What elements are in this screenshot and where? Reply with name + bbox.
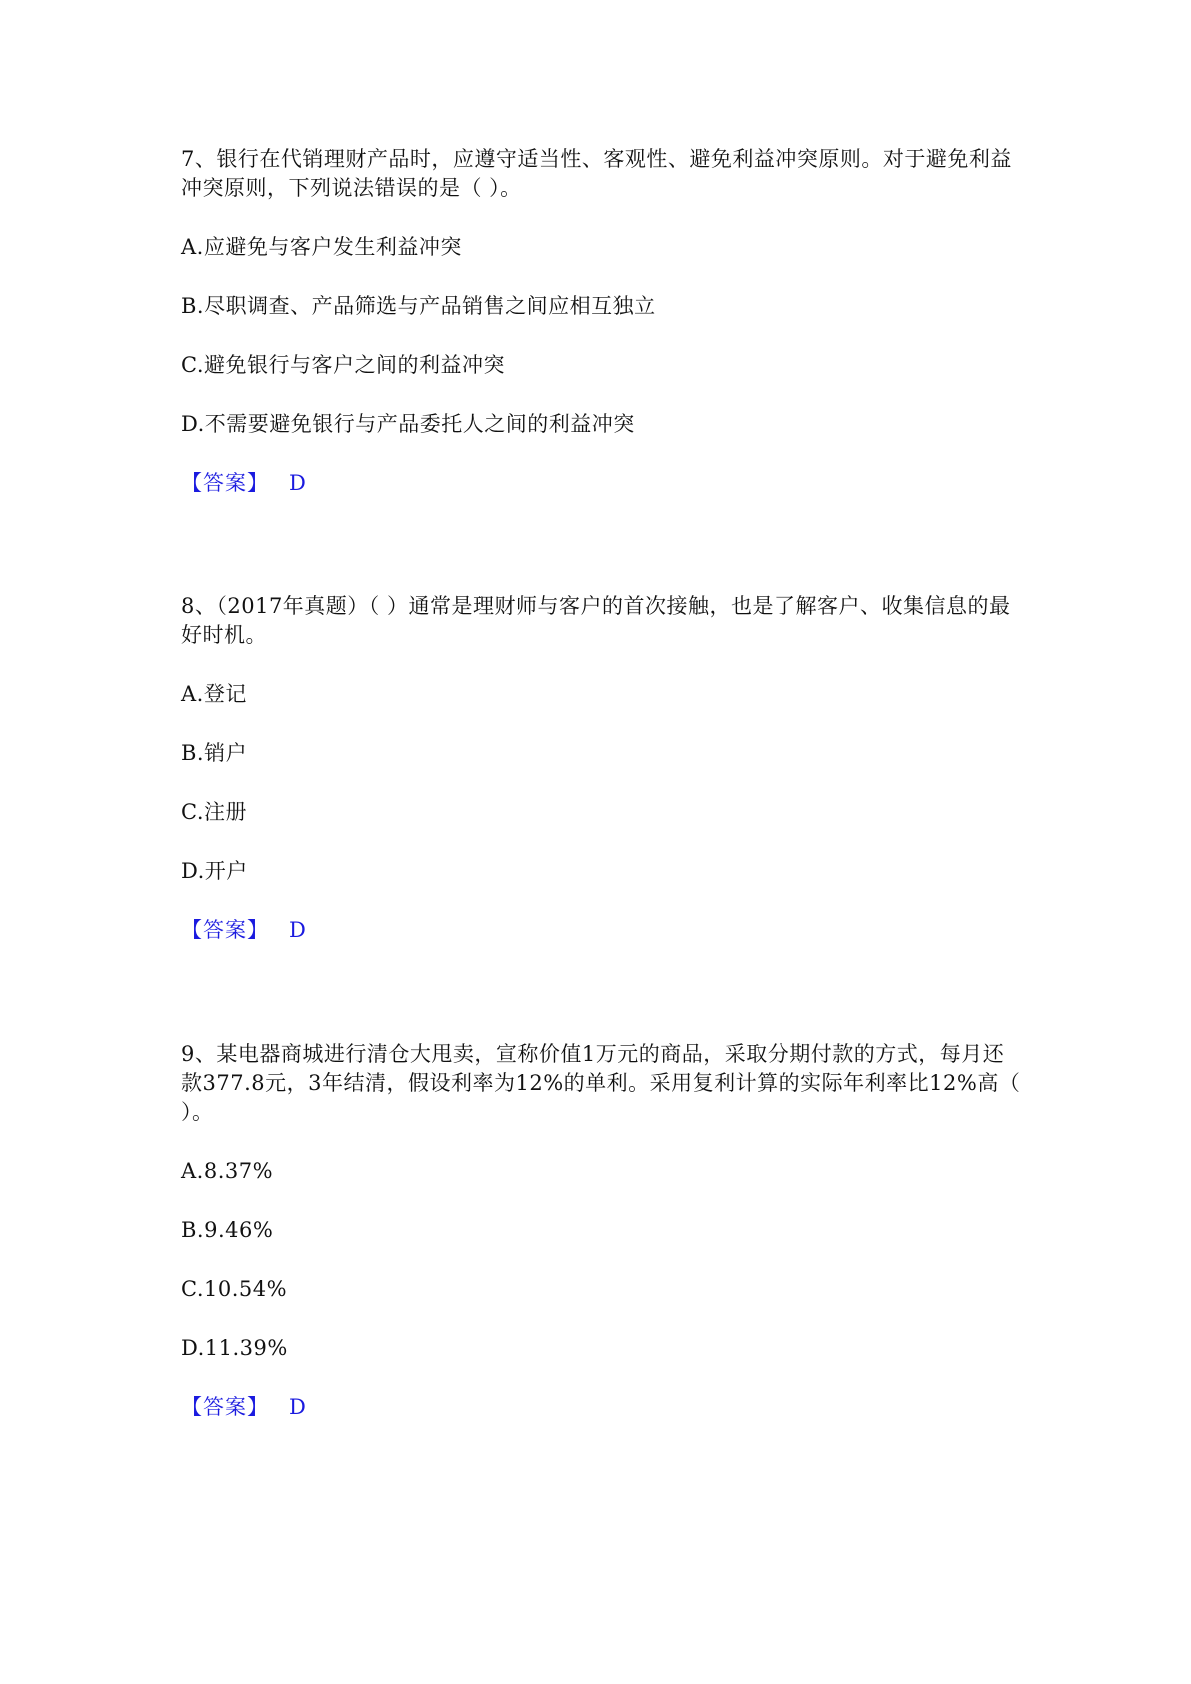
answer-value: D xyxy=(289,1395,306,1419)
option-a: A.应避免与客户发生利益冲突 xyxy=(181,235,462,259)
option-d: D.开户 xyxy=(181,859,248,883)
answer-value: D xyxy=(289,471,306,495)
question-stem: 7、银行在代销理财产品时，应遵守适当性、客观性、避免利益冲突原则。对于避免利益冲突原则，下列说法错误的是（ ）。 xyxy=(181,147,1012,200)
option-list xyxy=(181,233,1021,439)
option-b: B.销户 xyxy=(181,741,248,765)
option-d: D.11.39% xyxy=(181,1336,288,1360)
option-a: A.登记 xyxy=(181,682,247,706)
option-c: C.注册 xyxy=(181,800,247,824)
answer-line xyxy=(181,469,1021,498)
answer-line xyxy=(181,1393,1021,1422)
option-c: C.避免银行与客户之间的利益冲突 xyxy=(181,353,505,377)
question-7 xyxy=(181,145,1021,498)
option-list xyxy=(181,1157,1021,1363)
option-c: C.10.54% xyxy=(181,1277,288,1301)
option-d: D.不需要避免银行与产品委托人之间的利益冲突 xyxy=(181,412,635,436)
question-stem: 8、（2017年真题）（ ）通常是理财师与客户的首次接触，也是了解客户、收集信息的最好时机。 xyxy=(181,594,1011,647)
question-9 xyxy=(181,1040,1021,1422)
answer-label: 【答案】 xyxy=(181,918,269,942)
question-stem: 9、某电器商城进行清仓大甩卖，宣称价值1万元的商品，采取分期付款的方式，每月还款377.8元，3年结清，假设利率为12%的单利。采用复利计算的实际年利率比12%高（ ）。 xyxy=(181,1042,1021,1124)
question-8 xyxy=(181,592,1021,945)
answer-value: D xyxy=(289,918,306,942)
answer-label: 【答案】 xyxy=(181,471,269,495)
option-b: B.尽职调查、产品筛选与产品销售之间应相互独立 xyxy=(181,294,656,318)
answer-label: 【答案】 xyxy=(181,1395,269,1419)
option-a: A.8.37% xyxy=(181,1159,274,1183)
answer-line xyxy=(181,916,1021,945)
option-list xyxy=(181,680,1021,886)
option-b: B.9.46% xyxy=(181,1218,274,1242)
